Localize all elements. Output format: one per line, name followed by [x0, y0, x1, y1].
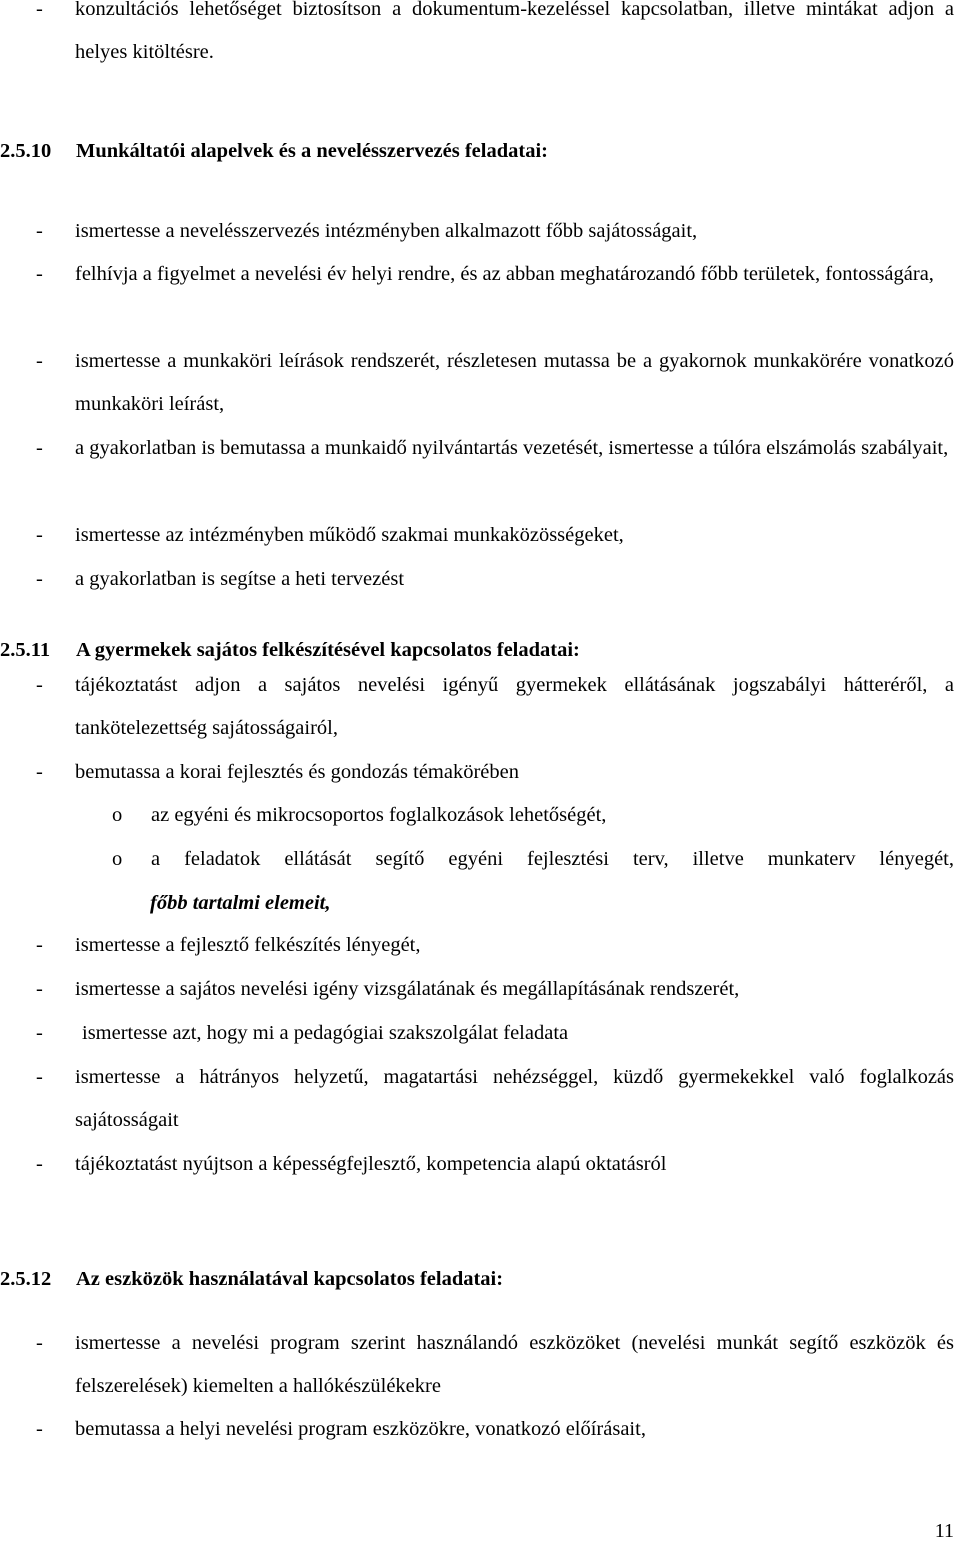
dash-marker: -	[36, 1153, 43, 1175]
list-item	[36, 0, 954, 74]
list-item	[36, 1143, 954, 1186]
dash-marker: -	[36, 761, 43, 783]
list-item-text: ismertesse a hátrányos helyzetű, magatartási nehézséggel, küzdő gyermekekkel való foglalkozás sajátosságait	[75, 1066, 954, 1131]
section-number: 2.5.10	[0, 140, 52, 162]
section-title: Az eszközök használatával kapcsolatos feladatai:	[76, 1268, 504, 1290]
list-item	[36, 1056, 954, 1142]
dash-marker: -	[36, 1332, 43, 1354]
dash-marker: -	[36, 674, 43, 696]
list-item-text: felhívja a figyelmet a nevelési év helyi rendre, és az abban meghatározandó főbb területek, fontosságára,	[75, 263, 934, 285]
list-item-text: ismertesse a sajátos nevelési igény vizsgálatának és megállapításának rendszerét,	[75, 978, 740, 1000]
dash-marker: -	[36, 1418, 43, 1440]
dash-marker: -	[36, 524, 43, 546]
list-item-text: ismertesse a munkaköri leírások rendszerét, részletesen mutassa be a gyakornok munkakörére vonatkozó munkaköri leírást,	[75, 350, 954, 415]
list-item-text: ismertesse a nevelési program szerint használandó eszközöket (nevelési munkát segítő eszközök és felszerelések) kiemelten a hallókészülékekre	[75, 1332, 954, 1397]
emphasis-text: főbb tartalmi elemeit,	[150, 892, 331, 914]
dash-marker: -	[36, 350, 43, 372]
bullet-marker: o	[112, 848, 123, 870]
list-item	[36, 924, 954, 967]
list-item	[36, 968, 954, 1011]
sub-list-item	[112, 838, 954, 881]
dash-marker: -	[36, 220, 43, 242]
section-title: A gyermekek sajátos felkészítésével kapcsolatos feladatai:	[76, 639, 580, 661]
list-item	[36, 1322, 954, 1408]
section-title: Munkáltatói alapelvek és a nevelésszervezés feladatai:	[76, 140, 548, 162]
dash-marker: -	[36, 978, 43, 1000]
dash-marker: -	[36, 437, 43, 459]
bullet-marker: o	[112, 804, 123, 826]
sub-list-item-text: az egyéni és mikrocsoportos foglalkozások lehetőségét,	[151, 804, 607, 826]
list-item-text: ismertesse a fejlesztő felkészítés lényegét,	[75, 934, 421, 956]
list-item-text: tájékoztatást nyújtson a képességfejlesztő, kompetencia alapú oktatásról	[75, 1153, 667, 1175]
list-item-text: bemutassa a helyi nevelési program eszközökre, vonatkozó előírásait,	[75, 1418, 646, 1440]
list-item-text: a gyakorlatban is segítse a heti tervezést	[75, 568, 405, 590]
list-item-text: ismertesse a nevelésszervezés intézményben alkalmazott főbb sajátosságait,	[75, 220, 698, 242]
list-item	[36, 751, 954, 794]
list-item-text: konzultációs lehetőséget biztosítson a dokumentum-kezeléssel kapcsolatban, illetve mintákat adjon a helyes kitöltésre.	[75, 0, 954, 63]
section-heading	[0, 635, 580, 665]
list-item-text: ismertesse az intézményben működő szakmai munkaközösségeket,	[75, 524, 624, 546]
list-item-text: bemutassa a korai fejlesztés és gondozás témakörében	[75, 761, 519, 783]
list-item	[36, 664, 954, 750]
dash-marker: -	[36, 0, 43, 20]
section-number: 2.5.12	[0, 1268, 52, 1290]
sub-list-item-text: a feladatok ellátását segítő egyéni fejlesztési terv, illetve munkaterv lényegét,	[151, 848, 954, 870]
section-heading	[0, 1264, 503, 1294]
section-number: 2.5.11	[0, 639, 51, 661]
list-item	[36, 210, 954, 253]
list-item-text: a gyakorlatban is bemutassa a munkaidő nyilvántartás vezetését, ismertesse a túlóra elszámolás szabályait,	[75, 437, 949, 459]
dash-marker: -	[36, 568, 43, 590]
list-item-text: tájékoztatást adjon a sajátos nevelési igényű gyermekek ellátásának jogszabályi hátteréről, a tankötelezettség sajátosságairól,	[75, 674, 954, 739]
list-item	[36, 1408, 954, 1451]
list-item-text: ismertesse azt, hogy mi a pedagógiai szakszolgálat feladata	[82, 1022, 569, 1044]
sub-list-item	[112, 794, 954, 837]
page-number: 11	[934, 1520, 954, 1542]
dash-marker: -	[36, 1022, 43, 1044]
dash-marker: -	[36, 263, 43, 285]
dash-marker: -	[36, 934, 43, 956]
list-item	[36, 340, 954, 426]
list-item	[36, 1012, 954, 1055]
list-item	[36, 427, 954, 470]
list-item	[36, 514, 954, 557]
list-item	[36, 558, 954, 601]
list-item	[36, 253, 954, 296]
dash-marker: -	[36, 1066, 43, 1088]
section-heading	[0, 136, 548, 166]
